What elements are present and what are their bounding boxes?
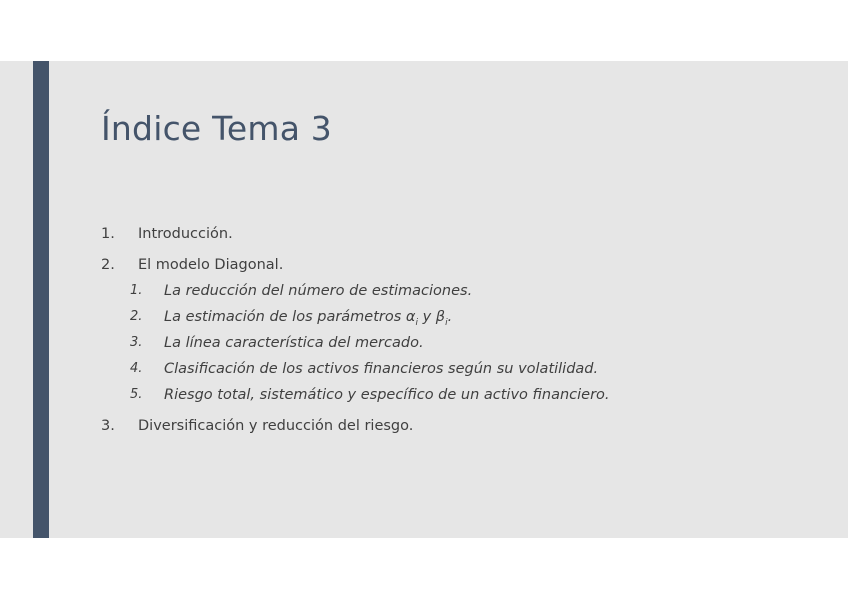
alpha-symbol: α	[405, 309, 416, 325]
subitem-number: 2.	[130, 309, 143, 324]
slide	[0, 61, 848, 538]
item-text: El modelo Diagonal.	[138, 257, 284, 273]
slide-title: Índice Tema 3	[101, 109, 333, 148]
subitem-number: 4.	[130, 361, 143, 376]
subitem-text: La reducción del número de estimaciones.	[164, 283, 473, 299]
subitem-number: 1.	[130, 283, 143, 298]
subitem-number: 5.	[130, 387, 143, 402]
subitem-text-part: y	[417, 309, 436, 325]
subitem-text: Clasificación de los activos financieros según su volatilidad.	[164, 361, 599, 377]
subitem-text-part: La estimación de los parámetros	[164, 309, 406, 325]
item-number: 2.	[101, 257, 115, 273]
beta-subscript: i	[445, 317, 448, 328]
subitem-number: 3.	[130, 335, 143, 350]
item-text: Introducción.	[138, 226, 233, 242]
item-number: 1.	[101, 226, 115, 242]
subitem-text	[164, 304, 452, 330]
beta-symbol: β	[435, 309, 446, 325]
subitem-text-part: .	[447, 309, 453, 325]
alpha-subscript: i	[415, 317, 418, 328]
subitem-text: Riesgo total, sistemático y específico de un activo financiero.	[164, 387, 610, 403]
item-text: Diversificación y reducción del riesgo.	[138, 418, 414, 434]
item-number: 3.	[101, 418, 115, 434]
subitem-text: La línea característica del mercado.	[164, 335, 424, 351]
accent-bar	[33, 61, 49, 538]
